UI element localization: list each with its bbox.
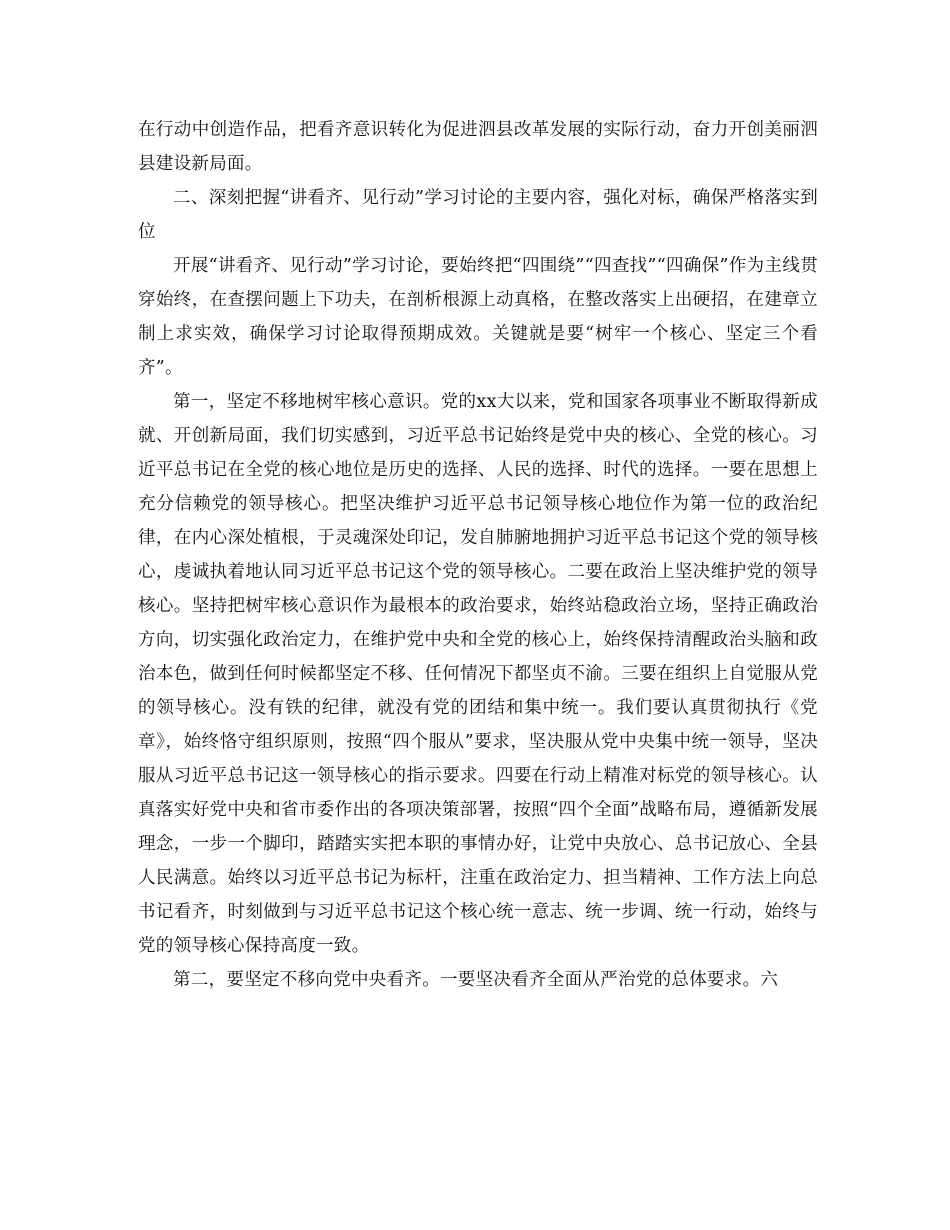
paragraph-intro: 开展“讲看齐、见行动”学习讨论，要始终把“四围绕”“四查找”“四确保”作为主线贯穿始终，在查摆问题上下功夫，在剖析根源上动真格，在整改落实上出硬招，在建章立制上求实效，确保学习讨论取得预期成效。关键就是要“树牢一个核心、坚定三个看齐”。 (138, 256, 818, 378)
paragraph-continuation: 在行动中创造作品，把看齐意识转化为促进泗县改革发展的实际行动，奋力开创美丽泗县建设新局面。 (138, 120, 818, 174)
paragraph-first-point: 第一，坚定不移地树牢核心意识。党的xx大以来，党和国家各项事业不断取得新成就、开创新局面，我们切实感到，习近平总书记始终是党中央的核心、全党的核心。习近平总书记在全党的核心地位是历史的选择、人民的选择、时代的选择。一要在思想上充分信赖党的领导核心。把坚决维护习近平总书记领导核心地位作为第一位的政治纪律，在内心深处植根，于灵魂深处印记，发自肺腑地拥护习近平总书记这个党的领导核心，虔诚执着地认同习近平总书记这个党的领导核心。二要在政治上坚决维护党的领导核心。坚持把树牢核心意识作为最根本的政治要求，始终站稳政治立场，坚持正确政治方向，切实强化政治定力，在维护党中央和全党的核心上，始终保持清醒政治头脑和政治本色，做到任何时候都坚定不移、任何情况下都坚贞不渝。三要在组织上自觉服从党的领导核心。没有铁的纪律，就没有党的团结和集中统一。我们要认真贯彻执行《党章》，始终恪守组织原则，按照“四个服从”要求，坚决服从党中央集中统一领导，坚决服从习近平总书记这一领导核心的指示要求。四要在行动上精准对标党的领导核心。认真落实好党中央和省市委作出的各项决策部署，按照“四个全面”战略布局，遵循新发展理念，一步一个脚印，踏踏实实把本职的事情办好，让党中央放心、总书记放心、全县人民满意。始终以习近平总书记为标杆，注重在政治定力、担当精神、工作方法上向总书记看齐，时刻做到与习近平总书记这个核心统一意志、统一步调、统一行动，始终与党的领导核心保持高度一致。 (138, 392, 818, 956)
paragraph-second-point: 第二，要坚定不移向党中央看齐。一要坚决看齐全面从严治党的总体要求。六 (173, 970, 779, 990)
section-heading: 二、深刻把握“讲看齐、见行动”学习讨论的主要内容，强化对标，确保严格落实到位 (138, 188, 818, 242)
document-body (138, 113, 818, 997)
